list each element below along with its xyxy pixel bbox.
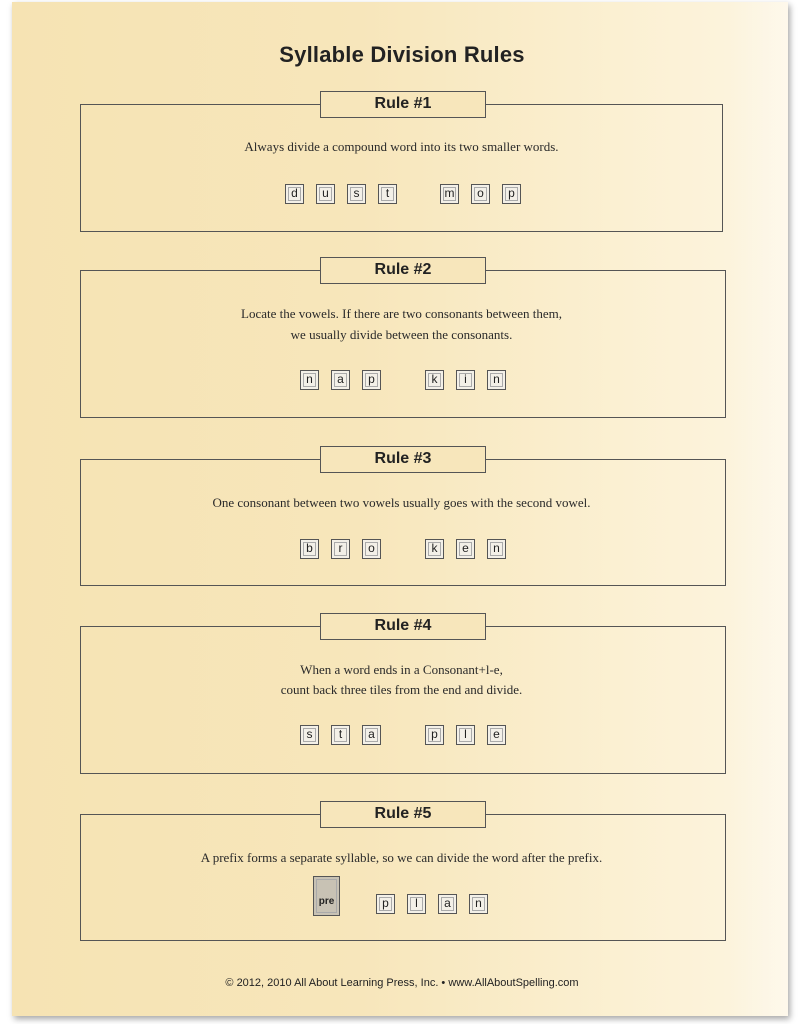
rule-label-2: Rule #2 xyxy=(320,257,486,284)
letter-tile: e xyxy=(456,539,475,559)
letter-tile: b xyxy=(300,539,319,559)
letter-tile: o xyxy=(471,184,490,204)
letter-tile: p xyxy=(376,894,395,914)
rule-label-1: Rule #1 xyxy=(320,91,486,118)
rule-text-1-line-1: Always divide a compound word into its two smaller words. xyxy=(244,139,559,154)
letter-tile: m xyxy=(440,184,459,204)
rule-text-3-line-1: One consonant between two vowels usually goes with the second vowel. xyxy=(212,495,591,510)
letter-tile: i xyxy=(456,370,475,390)
letter-tile: a xyxy=(331,370,350,390)
rule-label-5: Rule #5 xyxy=(320,801,486,828)
letter-tile: a xyxy=(362,725,381,745)
letter-tile: s xyxy=(347,184,366,204)
rule-text-4-line-1: When a word ends in a Consonant+l-e, xyxy=(300,662,503,677)
letter-tile: t xyxy=(378,184,397,204)
letter-tile: n xyxy=(487,539,506,559)
letter-tile: k xyxy=(425,370,444,390)
copyright-footer: © 2012, 2010 All About Learning Press, Inc. • www.AllAboutSpelling.com xyxy=(225,977,579,989)
rule-box-4 xyxy=(80,626,726,774)
rule-text-2-line-2: we usually divide between the consonants. xyxy=(290,327,513,342)
letter-tile: l xyxy=(407,894,426,914)
letter-tile: p xyxy=(362,370,381,390)
letter-tile: k xyxy=(425,539,444,559)
letter-tile: u xyxy=(316,184,335,204)
rule-box-5 xyxy=(80,814,726,941)
letter-tile: s xyxy=(300,725,319,745)
letter-tile: p xyxy=(425,725,444,745)
prefix-tile: pre xyxy=(313,876,340,916)
rule-text-2-line-1: Locate the vowels. If there are two consonants between them, xyxy=(241,306,562,321)
rule-text-4-line-2: count back three tiles from the end and divide. xyxy=(280,682,523,697)
rule-text-5-line-1: A prefix forms a separate syllable, so we can divide the word after the prefix. xyxy=(200,850,603,865)
letter-tile: d xyxy=(285,184,304,204)
rule-box-1 xyxy=(80,104,723,232)
letter-tile: n xyxy=(487,370,506,390)
letter-tile: l xyxy=(456,725,475,745)
rule-label-3: Rule #3 xyxy=(320,446,486,473)
letter-tile: a xyxy=(438,894,457,914)
letter-tile: r xyxy=(331,539,350,559)
rule-label-4: Rule #4 xyxy=(320,613,486,640)
letter-tile: p xyxy=(502,184,521,204)
letter-tile: n xyxy=(469,894,488,914)
rule-box-3 xyxy=(80,459,726,586)
letter-tile: t xyxy=(331,725,350,745)
page-title: Syllable Division Rules xyxy=(279,42,525,67)
letter-tile: o xyxy=(362,539,381,559)
letter-tile: n xyxy=(300,370,319,390)
letter-tile: e xyxy=(487,725,506,745)
